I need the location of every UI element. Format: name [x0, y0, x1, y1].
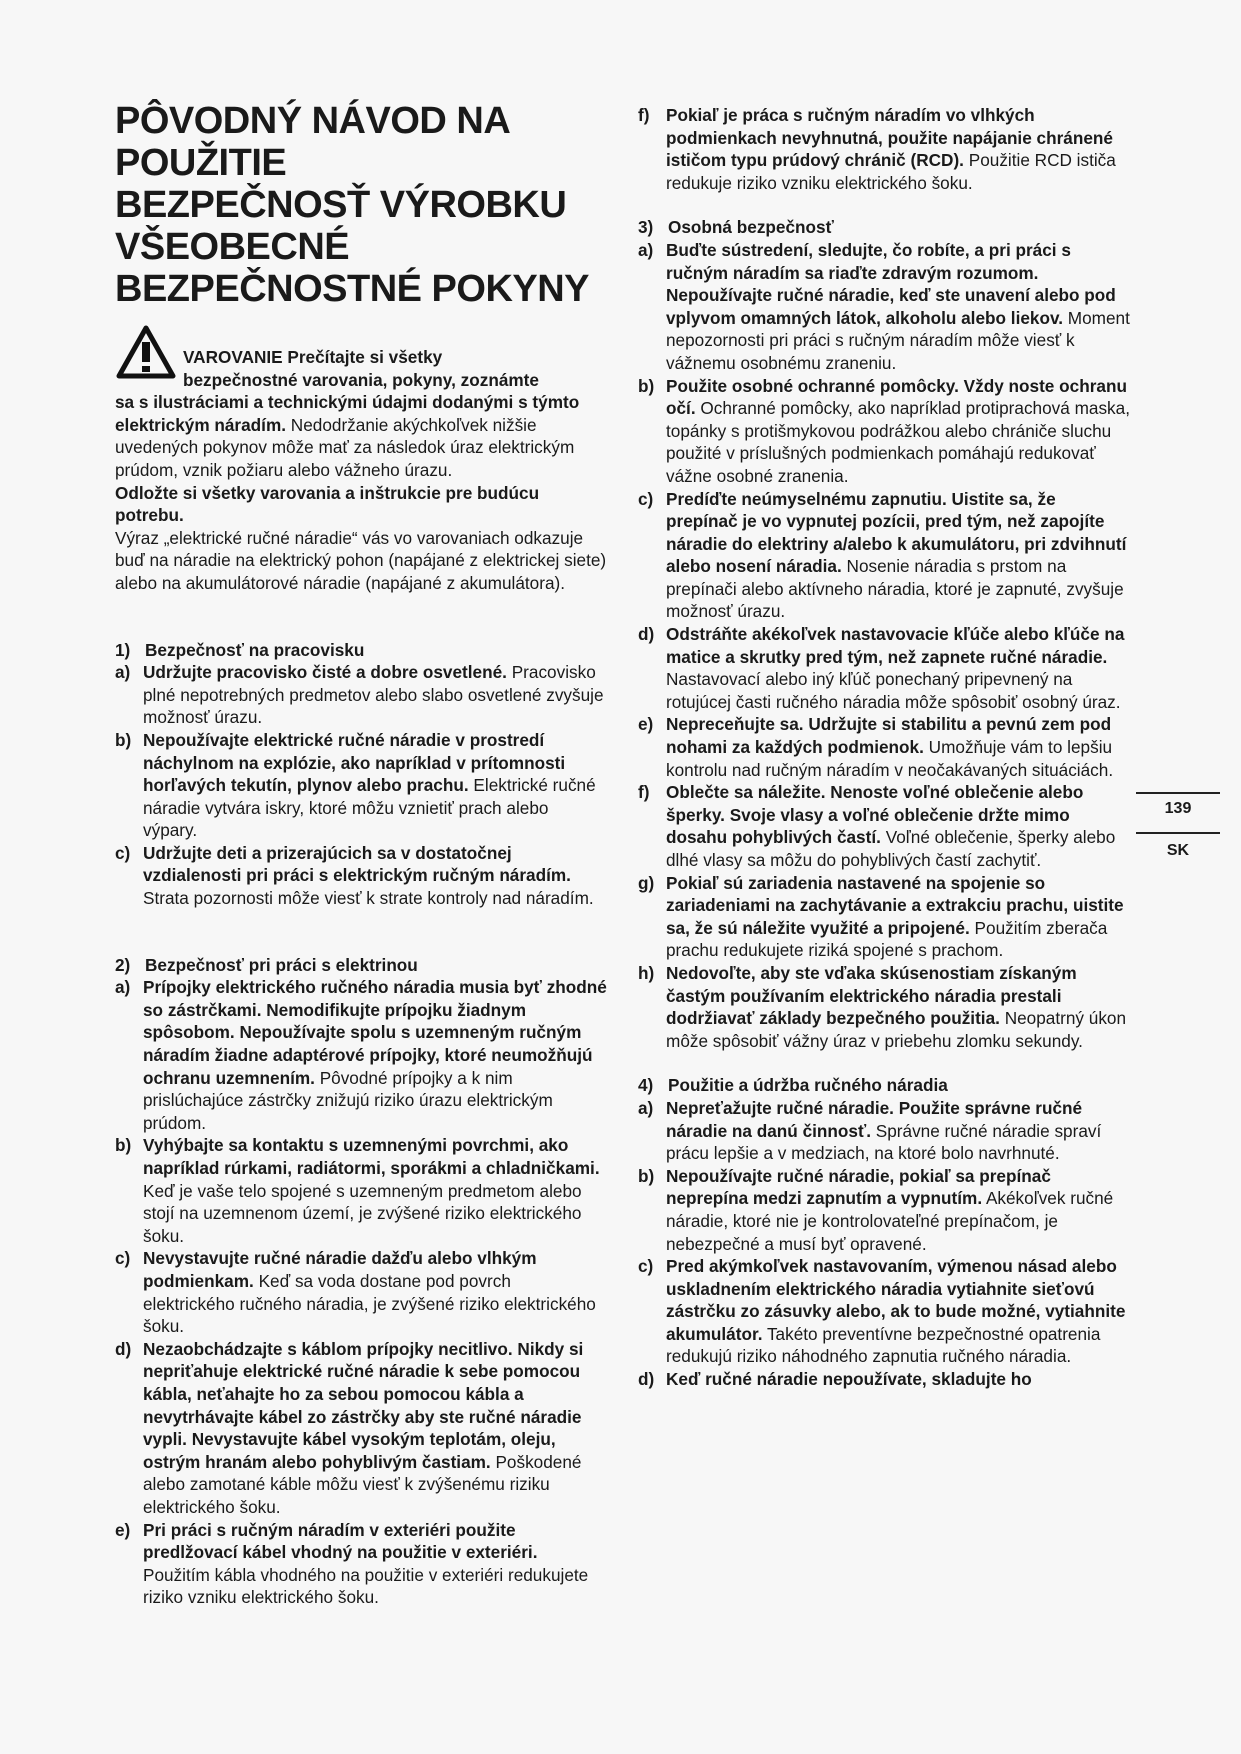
list-item: e) Pri práci s ručným náradím v exteriéri použite predlžovací kábel vhodný na použitie v exteriéri. Použitím kábla vhodného na použitie v exteriéri redukujete riziko vzniku elektrického šoku. [115, 1519, 589, 1608]
section-title: 1) Bezpečnosť na pracovisku [115, 639, 365, 660]
list-item: d) Keď ručné náradie nepoužívate, skladujte ho [638, 1369, 1032, 1390]
list-item: d) Odstráňte akékoľvek nastavovacie kľúče alebo kľúče na matice a skrutky pred tým, než zapnete ručné náradie. Nastavovací alebo iný kľúč ponechaný pripevnený na rotujúcej časti ručného náradia môže spôsobiť osobný úraz. [638, 624, 1125, 712]
list-item: c) Predíďte neúmyselnému zapnutiu. Uistite sa, že prepínač je vo vypnutej pozícii, pred tým, než zapojíte náradie do elektriny a/alebo k akumulátoru, pri zdvihnutí alebo nosení náradia. Nosenie náradia s prstom na prepínači alebo aktívneho náradia, ktoré je zapnuté, zvyšuje možnosť úrazu. [638, 488, 1127, 622]
list-item: b) Nepoužívajte elektrické ručné náradie v prostredí náchylnom na explózie, ako napríklad v prítomnosti horľavých tekutín, plynov alebo prachu. Elektrické ručné náradie vytvára iskry, ktoré môžu vznietiť prach alebo výpary. [115, 729, 596, 841]
section-title: 2) Bezpečnosť pri práci s elektrinou [115, 954, 418, 975]
list-item: h) Nedovoľte, aby ste vďaka skúsenostiam získaným častým používaním elektrického náradia prestali dodržiavať základy bezpečného použitia. Neopatrný úkon môže spôsobiť vážny úraz v priebehu zlomku sekundy. [638, 962, 1127, 1051]
list-item: a) Prípojky elektrického ručného náradia musia byť zhodné so zástrčkami. Nemodifikujte prípojku žiadnym spôsobom. Nepoužívajte spolu s uzemneným ručným náradím žiadne adaptérové prípojky, ktoré neumožňujú ochranu uzemnením. Pôvodné prípojky a k nim prislúchajúce zástrčky znižujú riziko úrazu elektrickým prúdom. [115, 977, 607, 1133]
heading-line: VŠEOBECNÉ [115, 226, 350, 268]
warning-definition: Výraz „elektrické ručné náradie“ vás vo varovaniach odkazuje buď na náradie na elektrický pohon (napájané z elektrickej siete) alebo na akumulátorové náradie (napájané z akumulátora). [115, 527, 607, 593]
section-2 [115, 954, 607, 1609]
sidebar-rule [1136, 832, 1220, 834]
warning-lead: VAROVANIE Prečítajte si všetky [183, 347, 443, 367]
heading-line: BEZPEČNOSTNÉ POKYNY [115, 268, 590, 310]
warning-keep: Odložte si všetky varovania a inštrukcie pre budúcu potrebu. [115, 482, 540, 526]
section-3 [638, 216, 1130, 1052]
list-item: f) Oblečte sa náležite. Nenoste voľné oblečenie alebo šperky. Svoje vlasy a voľné oblečenie držte mimo dosahu pohyblivých častí. Voľné oblečenie, šperky alebo dlhé vlasy sa môžu do pohyblivých častí zachytiť. [638, 782, 1116, 870]
list-item: a) Buďte sústredení, sledujte, čo robíte, a pri práci s ručným náradím sa riaďte zdravým rozumom. Nepoužívajte ručné náradie, keď ste unavení alebo pod vplyvom omamných látok, alkoholu alebo liekov. Moment nepozornosti pri práci s ručným náradím môže viesť k vážnemu osobnému zraneniu. [638, 239, 1130, 373]
heading-line: PÔVODNÝ NÁVOD NA [115, 100, 511, 142]
warning-lead: bezpečnostné varovania, pokyny, zoznámte [183, 369, 539, 390]
right-column [638, 104, 1130, 1391]
page-number: 139 [1164, 800, 1192, 817]
heading-line: BEZPEČNOSŤ VÝROBKU [115, 184, 567, 226]
section-title: 3) Osobná bezpečnosť [638, 217, 834, 238]
list-item: f) Pokiaľ je práca s ručným náradím vo vlhkých podmienkach nevyhnutná, použite napájanie chránené ističom typu prúdový chránič (RCD). Použitie RCD ističa redukuje riziko vzniku elektrického šoku. [638, 105, 1116, 193]
list-item: b) Použite osobné ochranné pomôcky. Vždy noste ochranu očí. Ochranné pomôcky, ako napríklad protiprachová maska, topánky s protišmykovou podrážkou alebo chrániče sluchu použité v príslušných podmienkach pomáhajú redukovať vážne osobné zranenia. [638, 375, 1130, 486]
list-item: b) Nepoužívajte ručné náradie, pokiaľ sa prepínač neprepína medzi zapnutím a vypnutím. Akékoľvek ručné náradie, ktoré nie je kontrolovateľné prepínačom, je nebezpečné a musí byť opravené. [638, 1165, 1114, 1254]
section-title: 4) Použitie a údržba ručného náradia [638, 1075, 948, 1096]
left-column [115, 100, 607, 1609]
list-item: c) Udržujte deti a prizerajúcich sa v dostatočnej vzdialenosti pri práci s elektrickým ručným náradím. Strata pozornosti môže viesť k strate kontroly nad náradím. [115, 842, 594, 909]
list-item: e) Nepreceňujte sa. Udržujte si stabilitu a pevnú zem pod nohami za každých podmienok. Umožňuje vám to lepšiu kontrolu nad ručným náradím v neočakávaných situáciách. [638, 714, 1114, 780]
language-code: SK [1166, 842, 1190, 859]
list-item: c) Nevystavujte ručné náradie dažďu alebo vlhkým podmienkam. Keď sa voda dostane pod povrch elektrického ručného náradia, je zvýšené riziko elektrického šoku. [115, 1248, 596, 1337]
list-item: a) Udržujte pracovisko čisté a dobre osvetlené. Pracovisko plné nepotrebných predmetov alebo slabo osvetlené zvyšuje možnosť úrazu. [115, 662, 604, 728]
warning-lead: sa s ilustráciami a technickými údajmi dodanými s týmto elektrickým náradím. [115, 392, 580, 435]
page-heading [115, 100, 607, 310]
list-item: a) Nepreťažujte ručné náradie. Použite správne ručné náradie na danú činnosť. Správne ručné náradie spraví prácu lepšie a v medziach, na ktoré bolo navrhnuté. [638, 1097, 1102, 1164]
list-item: c) Pred akýmkoľvek nastavovaním, výmenou násad alebo uskladnením elektrického náradia vytiahnite sieťovú zástrčku zo zásuvky alebo, ak to bude možné, vytiahnite akumulátor. Takéto preventívne bezpečnostné opatrenia redukujú riziko náhodného zapnutia ručného náradia. [638, 1256, 1126, 1367]
warning-triangle-icon [115, 324, 177, 382]
list-item: d) Nezaobchádzajte s káblom prípojky necitlivo. Nikdy si nepriťahuje elektrické ručné náradie k sebe pomocou kábla, neťahajte ho za sebou pomocou kábla a nevytrhávajte kábel zo zástrčky aby ste ručné náradie vypli. Nevystavujte kábel vysokým teplotám, oleju, ostrým hranám alebo pohyblivým častiam. Poškodené alebo zamotané káble môžu viesť k zvýšenému riziku elektrického šoku. [115, 1338, 584, 1517]
section-1 [115, 639, 607, 910]
section-4 [638, 1074, 1130, 1390]
list-item: b) Vyhýbajte sa kontaktu s uzemnenými povrchmi, ako napríklad rúrkami, radiátormi, sporákmi a chladničkami. Keď je vaše telo spojené s uzemneným predmetom alebo stojí na uzemnenom území, je zvýšené riziko elektrického šoku. [115, 1135, 600, 1246]
heading-line: POUŽITIE [115, 142, 287, 184]
list-item: g) Pokiaľ sú zariadenia nastavené na spojenie so zariadeniami na zachytávanie a extrakciu prachu, uistite sa, že sú náležite využité a pripojené. Použitím zberača prachu redukujete riziká spojené s prachom. [638, 872, 1124, 961]
sidebar-rule [1136, 792, 1220, 794]
warning-block [115, 346, 607, 595]
warning-paragraph [115, 391, 607, 481]
warning-text: Nedodržanie akýchkoľvek nižšie uvedených pokynov môže mať za následok úraz elektrickým prúdom, vznik požiaru alebo vážneho úrazu. [115, 414, 575, 480]
